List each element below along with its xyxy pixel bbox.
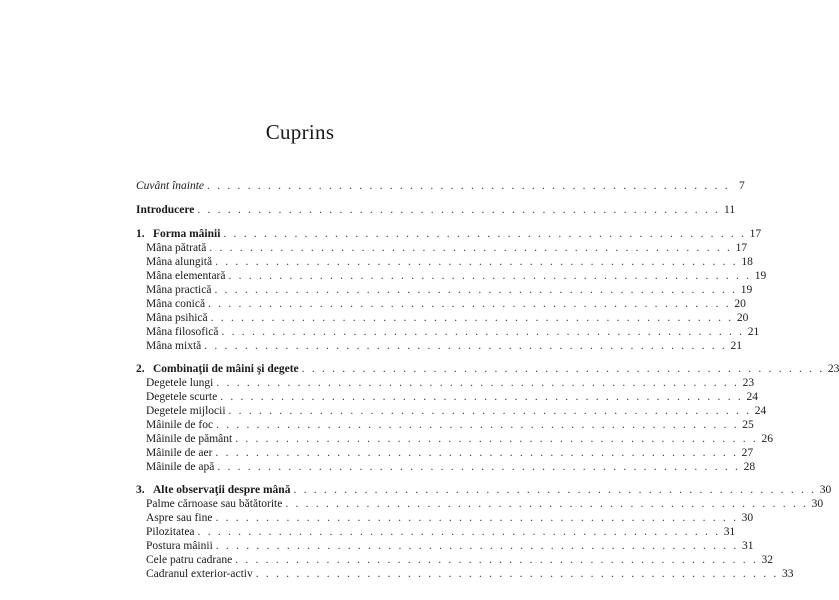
toc-row-introduction[interactable] bbox=[136, 203, 736, 217]
dot-leader: . . . . . . . . . . . . . . . . . . . . . . . . . . . . . . . . . . . . . . . . . . . . . . . . . . . . bbox=[216, 377, 740, 389]
toc-entry[interactable] bbox=[146, 339, 742, 353]
chapter-title: Forma mâinii bbox=[153, 228, 221, 240]
toc-label: Mâna conică bbox=[146, 298, 206, 310]
toc-label: Introducere bbox=[136, 204, 195, 216]
toc-entry[interactable] bbox=[146, 390, 758, 404]
toc-entry[interactable] bbox=[146, 255, 753, 269]
dot-leader: . . . . . . . . . . . . . . . . . . . . . . . . . . . . . . . . . . . . . . . . . . . . . . . . . . . . bbox=[228, 405, 752, 417]
dot-leader: . . . . . . . . . . . . . . . . . . . . . . . . . . . . . . . . . . . . . . . . . . . . . . . . . . . . bbox=[214, 284, 738, 296]
toc-entry[interactable] bbox=[146, 376, 755, 390]
toc-page-number: 17 bbox=[749, 228, 762, 240]
toc-label: Mâinile de foc bbox=[146, 419, 214, 431]
toc-page-number: 30 bbox=[819, 484, 832, 496]
toc-entry[interactable] bbox=[146, 241, 748, 255]
dot-leader: . . . . . . . . . . . . . . . . . . . . . . . . . . . . . . . . . . . . . . . . . . . . . . . . . . . . bbox=[215, 512, 739, 524]
toc-entry[interactable] bbox=[146, 460, 756, 474]
toc-page-number: 24 bbox=[746, 391, 758, 403]
toc-label: Degetele mijlocii bbox=[146, 405, 226, 417]
toc-chapter-2[interactable] bbox=[136, 362, 839, 376]
toc-page-number: 21 bbox=[747, 326, 760, 338]
chapter-number: 3. bbox=[136, 484, 145, 496]
dot-leader: . . . . . . . . . . . . . . . . . . . . . . . . . . . . . . . . . . . . . . . . . . . . . . . . . . . . bbox=[220, 391, 743, 403]
dot-leader: . . . . . . . . . . . . . . . . . . . . . . . . . . . . . . . . . . . . . . . . . . . . . . . . . . . . bbox=[215, 447, 739, 459]
toc-entry[interactable] bbox=[146, 297, 746, 311]
toc-page-number: 30 bbox=[811, 498, 824, 510]
toc-page-number: 28 bbox=[743, 461, 756, 473]
toc-page-number: 31 bbox=[723, 526, 736, 538]
toc-label: Mâna practică bbox=[146, 284, 212, 296]
toc-label: Cadranul exterior-activ bbox=[146, 568, 253, 580]
dot-leader: . . . . . . . . . . . . . . . . . . . . . . . . . . . . . . . . . . . . . . . . . . . . . . . . . . . . bbox=[204, 340, 727, 352]
toc-label: Mâna mixtă bbox=[146, 340, 202, 352]
dot-leader: . . . . . . . . . . . . . . . . . . . . . . . . . . . . . . . . . . . . . . . . . . . . . . . . . . . . bbox=[228, 270, 752, 282]
toc-entry[interactable] bbox=[146, 325, 760, 339]
dot-leader: . . . . . . . . . . . . . . . . . . . . . . . . . . . . . . . . . . . . . . . . . . . . . . . . . . . . bbox=[301, 363, 825, 375]
dot-leader: . . . . . . . . . . . . . . . . . . . . . . . . . . . . . . . . . . . . . . . . . . . . . . . . . . . . bbox=[235, 433, 758, 445]
dot-leader: . . . . . . . . . . . . . . . . . . . . . . . . . . . . . . . . . . . . . . . . . . . . . . . . . . . . bbox=[197, 526, 721, 538]
toc-label: Degetele scurte bbox=[146, 391, 218, 403]
chapter-title: Alte observaţii despre mână bbox=[153, 484, 291, 496]
toc-label: Mâna alungită bbox=[146, 256, 213, 268]
toc-entry[interactable] bbox=[146, 404, 767, 418]
toc-page-number: 25 bbox=[742, 419, 754, 431]
toc-label: Mâinile de apă bbox=[146, 461, 215, 473]
dot-leader: . . . . . . . . . . . . . . . . . . . . . . . . . . . . . . . . . . . . . . . . . . . . . . . . . . . . bbox=[207, 180, 730, 192]
toc-entry[interactable] bbox=[146, 497, 824, 511]
toc-label: Mâinile de pământ bbox=[146, 433, 233, 445]
toc-page-number: 32 bbox=[761, 554, 773, 566]
dot-leader: . . . . . . . . . . . . . . . . . . . . . . . . . . . . . . . . . . . . . . . . . . . . . . . . . . . . bbox=[255, 568, 779, 580]
dot-leader: . . . . . . . . . . . . . . . . . . . . . . . . . . . . . . . . . . . . . . . . . . . . . . . . . . . . bbox=[293, 484, 817, 496]
toc-label: Pilozitatea bbox=[146, 526, 195, 538]
toc-page-number: 20 bbox=[734, 298, 746, 310]
dot-leader: . . . . . . . . . . . . . . . . . . . . . . . . . . . . . . . . . . . . . . . . . . . . . . . . . . . . bbox=[216, 419, 739, 431]
toc-page-number: 18 bbox=[741, 256, 753, 268]
dot-leader: . . . . . . . . . . . . . . . . . . . . . . . . . . . . . . . . . . . . . . . . . . . . . . . . . . . . bbox=[223, 228, 747, 240]
toc-entry[interactable] bbox=[146, 269, 767, 283]
toc-entry[interactable] bbox=[146, 432, 773, 446]
toc-page-number: 20 bbox=[736, 312, 749, 324]
dot-leader: . . . . . . . . . . . . . . . . . . . . . . . . . . . . . . . . . . . . . . . . . . . . . . . . . . . . bbox=[209, 242, 733, 254]
toc-entry[interactable] bbox=[146, 553, 773, 567]
toc-page-number: 19 bbox=[740, 284, 753, 296]
toc-page-number: 23 bbox=[827, 363, 839, 375]
dot-leader: . . . . . . . . . . . . . . . . . . . . . . . . . . . . . . . . . . . . . . . . . . . . . . . . . . . . bbox=[215, 256, 738, 268]
toc-page-number: 24 bbox=[754, 405, 767, 417]
toc-page-number: 33 bbox=[781, 568, 794, 580]
dot-leader: . . . . . . . . . . . . . . . . . . . . . . . . . . . . . . . . . . . . . . . . . . . . . . . . . . . . bbox=[235, 554, 758, 566]
toc-page-number: 11 bbox=[724, 204, 736, 216]
dot-leader: . . . . . . . . . . . . . . . . . . . . . . . . . . . . . . . . . . . . . . . . . . . . . . . . . . . . bbox=[217, 461, 741, 473]
toc-page-number: 23 bbox=[742, 377, 755, 389]
toc-page-number: 27 bbox=[741, 447, 754, 459]
page-title: Cuprins bbox=[265, 120, 335, 144]
toc-label: Palme cărnoase sau bătătorite bbox=[146, 498, 283, 510]
toc-entry[interactable] bbox=[146, 418, 754, 432]
toc-label: Mâna psihică bbox=[146, 312, 208, 324]
chapter-title: Combinaţii de mâini şi degete bbox=[153, 363, 299, 375]
toc-entry[interactable] bbox=[146, 525, 736, 539]
toc-row-foreword[interactable] bbox=[136, 179, 745, 193]
toc-label: Degetele lungi bbox=[146, 377, 214, 389]
toc-page-number: 19 bbox=[754, 270, 767, 282]
toc-label: Mâna elementară bbox=[146, 270, 226, 282]
dot-leader: . . . . . . . . . . . . . . . . . . . . . . . . . . . . . . . . . . . . . . . . . . . . . . . . . . . . bbox=[210, 312, 734, 324]
toc-label: Cele patru cadrane bbox=[146, 554, 233, 566]
toc-page-number: 17 bbox=[735, 242, 748, 254]
toc-page-number: 26 bbox=[761, 433, 773, 445]
toc-entry[interactable] bbox=[146, 511, 754, 525]
chapter-number: 2. bbox=[136, 363, 145, 375]
dot-leader: . . . . . . . . . . . . . . . . . . . . . . . . . . . . . . . . . . . . . . . . . . . . . . . . . . . . bbox=[285, 498, 809, 510]
toc-chapter-3[interactable] bbox=[136, 483, 832, 497]
toc-entry[interactable] bbox=[146, 446, 754, 460]
dot-leader: . . . . . . . . . . . . . . . . . . . . . . . . . . . . . . . . . . . . . . . . . . . . . . . . . . . . bbox=[215, 540, 739, 552]
toc-entry[interactable] bbox=[146, 567, 794, 581]
dot-leader: . . . . . . . . . . . . . . . . . . . . . . . . . . . . . . . . . . . . . . . . . . . . . . . . . . . . bbox=[208, 298, 731, 310]
toc-label: Mâinile de aer bbox=[146, 447, 213, 459]
toc-entry[interactable] bbox=[146, 283, 753, 297]
dot-leader: . . . . . . . . . . . . . . . . . . . . . . . . . . . . . . . . . . . . . . . . . . . . . . . . . . . . bbox=[221, 326, 745, 338]
toc-label: Mâna pătrată bbox=[146, 242, 207, 254]
toc-page-number: 30 bbox=[741, 512, 754, 524]
toc-page-number: 7 bbox=[739, 180, 745, 192]
toc-label: Aspre sau fine bbox=[146, 512, 213, 524]
toc-label: Mâna filosofică bbox=[146, 326, 219, 338]
dot-leader: . . . . . . . . . . . . . . . . . . . . . . . . . . . . . . . . . . . . . . . . . . . . . . . . . . . . bbox=[197, 204, 721, 216]
toc-label: Cuvânt înainte bbox=[136, 180, 205, 192]
toc-entry[interactable] bbox=[146, 311, 749, 325]
toc-label: Postura mâinii bbox=[146, 540, 213, 552]
chapter-number: 1. bbox=[136, 228, 145, 240]
toc-chapter-1[interactable] bbox=[136, 227, 762, 241]
toc-entry[interactable] bbox=[146, 539, 754, 553]
toc-page-number: 21 bbox=[730, 340, 742, 352]
toc-page-number: 31 bbox=[742, 540, 754, 552]
